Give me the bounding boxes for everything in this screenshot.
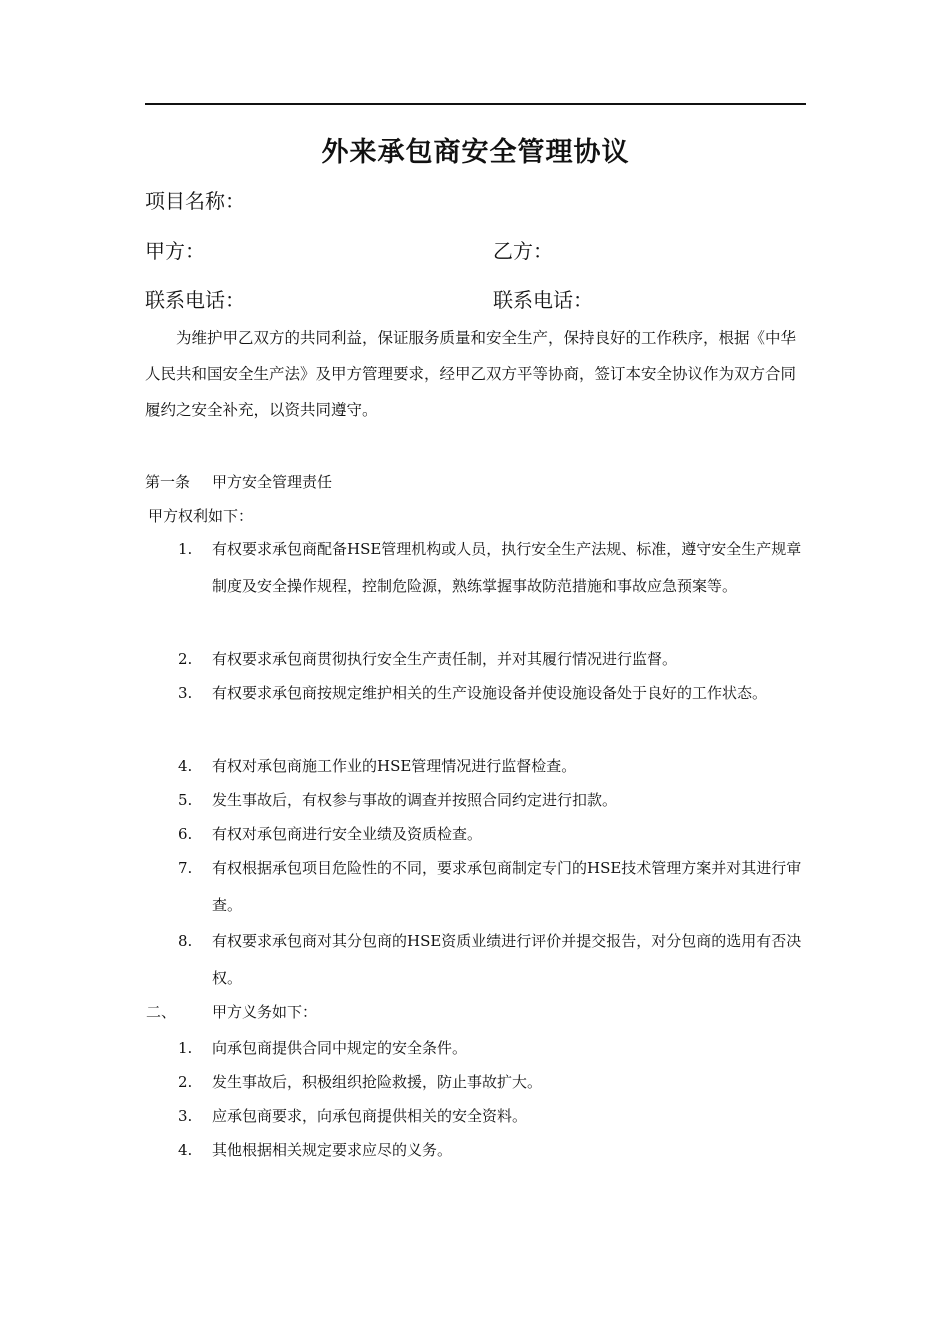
- list-item: [178, 641, 806, 678]
- list-item-number: 6.: [178, 825, 193, 843]
- list-item-text: 应承包商要求，向承包商提供相关的安全资料。: [212, 1107, 528, 1125]
- list-item: [178, 675, 806, 712]
- list-item-number: 4.: [178, 757, 193, 775]
- list-item-text: 发生事故后，有权参与事故的调查并按照合同约定进行扣款。: [212, 791, 618, 809]
- list-item-text: 有权要求承包商按规定维护相关的生产设施设备并使设施设备处于良好的工作状态。: [212, 684, 768, 702]
- list-item-text: 其他根据相关规定要求应尽的义务。: [212, 1141, 453, 1159]
- article-1-heading: 甲方安全管理责任: [212, 473, 333, 491]
- list-item-number: 1.: [178, 1039, 193, 1057]
- list-item-number: 1.: [178, 540, 193, 558]
- party-a-label: 甲方：: [145, 239, 205, 263]
- list-item-number: 4.: [178, 1141, 193, 1159]
- list-item-number: 3.: [178, 1107, 193, 1125]
- intro-text: 为维护甲乙双方的共同利益，保证服务质量和安全生产，保持良好的工作秩序，根据《中华人民共和国安全生产法》及甲方管理要求，经甲乙双方平等协商，签订本安全协议作为双方合同履约之安全补充，以资共同遵守。: [145, 329, 797, 419]
- list-item: [178, 923, 806, 997]
- intro-paragraph: [145, 320, 806, 428]
- list-item: [178, 1098, 806, 1135]
- article-1-number: 第一条: [145, 473, 191, 491]
- duties-heading: 甲方义务如下：: [212, 1003, 318, 1021]
- list-item: [178, 1030, 806, 1067]
- list-item-text: 有权根据承包项目危险性的不同，要求承包商制定专门的HSE技术管理方案并对其进行审查。: [212, 859, 802, 914]
- party-a-phone-label: 联系电话：: [145, 288, 245, 312]
- list-item-number: 5.: [178, 791, 193, 809]
- document-title: 外来承包商安全管理协议: [321, 137, 630, 168]
- list-item-number: 2.: [178, 1073, 193, 1091]
- list-item: [178, 782, 806, 819]
- list-item: [178, 1132, 806, 1169]
- header-rule: [145, 103, 806, 105]
- list-item: [178, 850, 806, 924]
- list-item-text: 有权要求承包商配备HSE管理机构或人员，执行安全生产法规、标准，遵守安全生产规章制度及安全操作规程，控制危险源，熟练掌握事故防范措施和事故应急预案等。: [212, 540, 802, 595]
- list-item-text: 有权要求承包商对其分包商的HSE资质业绩进行评价并提交报告，对分包商的选用有否决权。: [212, 932, 802, 987]
- list-item-text: 向承包商提供合同中规定的安全条件。: [212, 1039, 468, 1057]
- rights-heading: 甲方权利如下：: [148, 507, 254, 525]
- list-item-text: 有权对承包商施工作业的HSE管理情况进行监督检查。: [212, 757, 577, 775]
- list-item: [178, 816, 806, 853]
- list-item-text: 发生事故后，积极组织抢险救援，防止事故扩大。: [212, 1073, 543, 1091]
- list-item-number: 2.: [178, 650, 193, 668]
- party-b-phone-label: 联系电话：: [493, 288, 593, 312]
- list-item-text: 有权对承包商进行安全业绩及资质检查。: [212, 825, 483, 843]
- list-item-number: 8.: [178, 932, 193, 950]
- project-name-label: 项目名称：: [145, 189, 245, 213]
- list-item-number: 3.: [178, 684, 193, 702]
- list-item: [178, 748, 806, 785]
- list-item-number: 7.: [178, 859, 193, 877]
- duties-number: 二、: [146, 1003, 177, 1021]
- list-item-text: 有权要求承包商贯彻执行安全生产责任制，并对其履行情况进行监督。: [212, 650, 678, 668]
- list-item: [178, 531, 806, 605]
- party-b-label: 乙方：: [493, 239, 553, 263]
- list-item: [178, 1064, 806, 1101]
